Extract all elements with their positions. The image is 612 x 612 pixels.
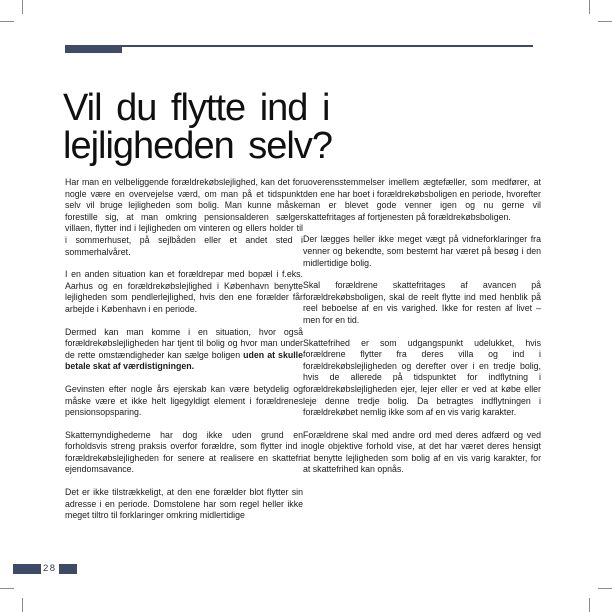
- crop-mark-bottom-right-vertical: [589, 598, 590, 612]
- body-paragraph: [65, 487, 303, 522]
- paragraph-text: Skal forældrene skattefritages af avancen på forældrekøbsboligen, skal de reelt flytte ind med henblik på reel beboelse af en vis varighed. Ikke for resten af livet – men for en tid.: [303, 280, 541, 325]
- body-paragraph: [65, 269, 303, 315]
- body-paragraph: [65, 177, 303, 258]
- right-column: [303, 177, 541, 487]
- paragraph-text: I en anden situation kan et forældrepar med bopæl i f.eks. Aarhus og en forældrekøbslejlighed i København benytte lejligheden som pendlerlejlighed, hvis den ene forælder får arbejde i København i en periode.: [65, 269, 303, 314]
- page-number: 28: [43, 563, 57, 574]
- body-paragraph: [303, 234, 541, 269]
- body-paragraph: [65, 327, 303, 373]
- body-paragraph: [303, 177, 541, 223]
- left-column: [65, 177, 303, 533]
- crop-mark-bottom-left-horizontal: [0, 588, 14, 589]
- crop-mark-bottom-right-horizontal: [598, 588, 612, 589]
- paragraph-text: Forældrene skal med andre ord med deres adfærd og ved nogle objektive forhold vise, at det har været deres hensigt at benytte lejligheden som bolig af en vis varig karakter, for at skattefrihed kan opnås.: [303, 429, 541, 475]
- paragraph-text: Der lægges heller ikke meget vægt på vidneforklaringer fra venner og bekendte, som bestemt har været på besøg i den midlertidige bolig.: [303, 234, 541, 268]
- body-paragraph: [303, 280, 541, 326]
- title-rule-accent-block: [65, 45, 122, 53]
- crop-mark-top-right-horizontal: [598, 21, 612, 22]
- paragraph-text: Gevinsten efter nogle års ejerskab kan være betydelig og måske være et ikke helt ligegyldigt element i forældrenes pensionsopsparing.: [65, 383, 303, 418]
- page-number-bar-left: [13, 564, 41, 574]
- crop-mark-bottom-left-vertical: [22, 598, 23, 612]
- paragraph-text: Dermed kan man komme i en situation, hvor også forældrekøbslejligheden har tjent til bolig og hvor man under de rette omstændigheder kan sælge boligen: [65, 326, 303, 360]
- paragraph-text: Det er ikke tilstrækkeligt, at den ene forælder blot flytter sin adresse i en periode. Domstolene har som regel heller ikke meget tiltro til forklaringer omkring midlertidige: [65, 487, 303, 521]
- body-paragraph: [65, 384, 303, 419]
- paragraph-text: uoverensstemmelser imellem ægtefæller, som medfører, at den ene har boet i forældrekøbsboligen en periode, hvorefter man er blevet gode venner igen og nu gerne vil skattefritages af fortjenesten på forældrekøbsboligen.: [303, 177, 541, 222]
- title-line-1: Vil du flytte ind i: [63, 87, 330, 130]
- title-line-2: lejligheden selv?: [63, 125, 332, 168]
- paragraph-text: Skattemyndighederne har dog ikke uden grund en forholdsvis streng praksis overfor forældre, som flytter ind i forældrekøbslejligheden for senere at realisere en skattefri ejendomsavance.: [65, 429, 303, 475]
- title-rule-line: [65, 45, 533, 47]
- paragraph-text: Har man en velbeliggende forældrekøbslejlighed, kan det for nogle være en overvejelse værd, om man på et tidspunkt selv vil bruge lejligheden som bolig. Man kunne måske forestille sig, at man omkring pensionsalderen sælger villaen, flytter ind i lejligheden om vinteren og ellers holder til i sommerhuset, på sejlbåden eller et andet sted i sommerhalvåret.: [65, 177, 303, 257]
- body-paragraph: [303, 430, 541, 476]
- bold-emphasis: uden at skulle betale skat af værdistigningen.: [65, 349, 303, 372]
- page-number-badge: [13, 563, 77, 575]
- body-paragraph: [65, 430, 303, 476]
- page-number-bar-right: [59, 564, 77, 574]
- crop-mark-top-left-horizontal: [0, 21, 14, 22]
- page-title: [63, 87, 533, 168]
- paragraph-text: Skattefrihed er som udgangspunkt udelukket, hvis forældrene flytter fra deres villa og ind i forældrekøbslejligheden og derefter over i en tredje bolig, hvis de allerede på tidspunktet for indflytning i forældrekøbslejligheden ejer, lejer eller er ved at købe eller leje denne tredje bolig. Da betragtes indflytningen i forældrekøbet nemlig ikke som af en vis varig karakter.: [303, 337, 541, 418]
- body-paragraph: [303, 338, 541, 419]
- crop-mark-top-right-vertical: [589, 0, 590, 14]
- crop-mark-top-left-vertical: [22, 0, 23, 14]
